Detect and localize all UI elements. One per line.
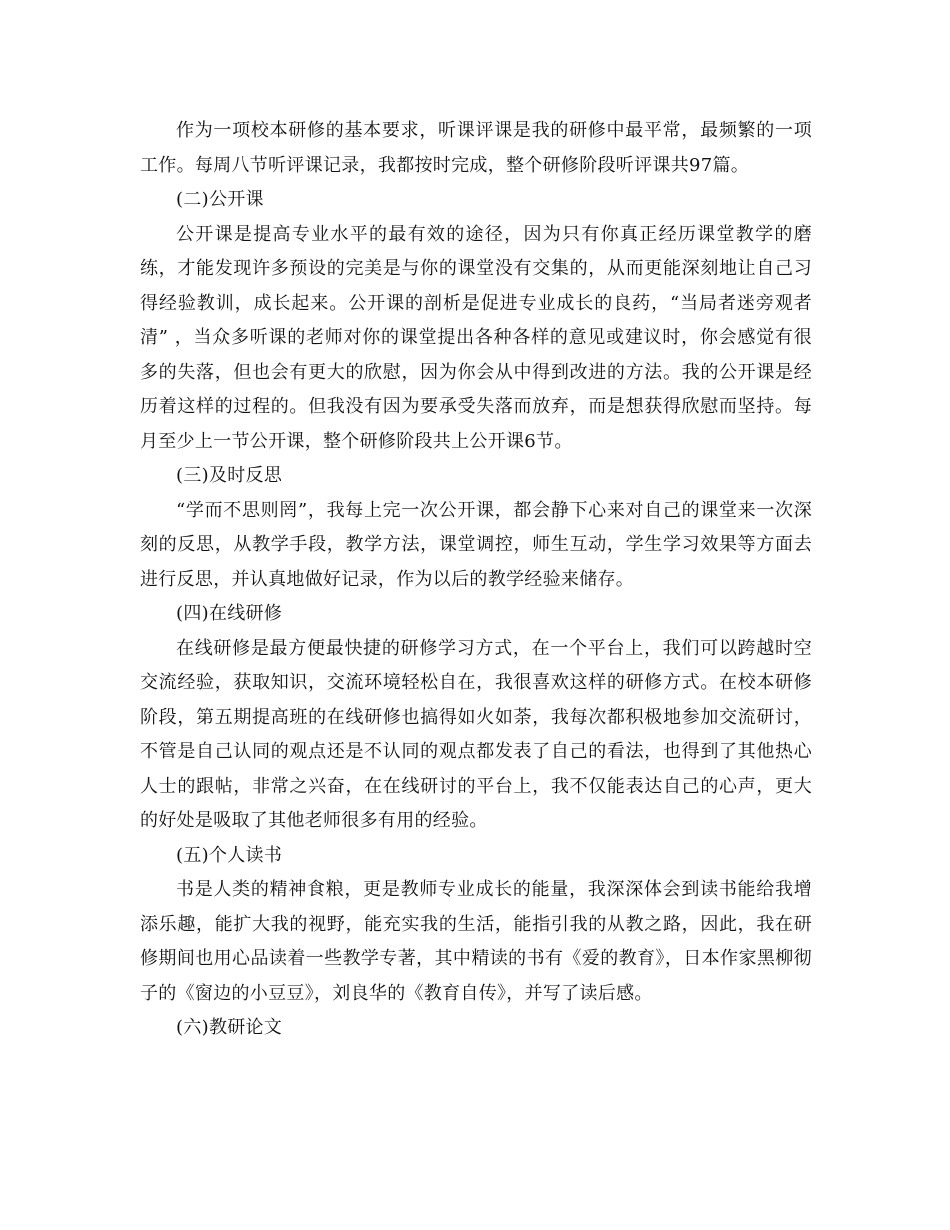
paragraph-reflection: “学而不思则罔”，我每上完一次公开课，都会静下心来对自己的课堂来一次深刻的反思，从教学手段，教学方法，课堂调控，师生互动，学生学习效果等方面去进行反思，并认真地做好记录，作为以后的教学经验来储存。 [140,499,812,590]
paragraph-online-training: 在线研修是最方便最快捷的研修学习方式，在一个平台上，我们可以跨越时空交流经验，获取知识，交流环境轻松自在，我很喜欢这样的研修方式。在校本研修阶段，第五期提高班的在线研修也搞得如火如荼，我每次都积极地参加交流研讨，不管是自己认同的观点还是不认同的观点都发表了自己的看法，也得到了其他热心人士的跟帖，非常之兴奋，在在线研讨的平台上，我不仅能表达自己的心声，更大的好处是吸取了其他老师很多有用的经验。 [140,637,812,831]
section-heading-research-papers: (六)教研论文 [176,1017,283,1038]
paragraph-lesson-observation: 作为一项校本研修的基本要求，听课评课是我的研修中最平常，最频繁的一项工作。每周八节听评课记录，我都按时完成，整个研修阶段听评课共97篇。 [140,120,812,176]
section-heading-open-class: (二)公开课 [176,189,264,210]
document-body [140,114,812,1046]
section-heading-online-training: (四)在线研修 [176,603,283,624]
paragraph-open-class: 公开课是提高专业水平的最有效的途径，因为只有你真正经历课堂教学的磨练，才能发现许多预设的完美是与你的课堂没有交集的，从而更能深刻地让自己习得经验教训，成长起来。公开课的剖析是促进专业成长的良药，“当局者迷旁观者清” ，当众多听课的老师对你的课堂提出各种各样的意见或建议时，你会感觉有很多的失落，但也会有更大的欣慰，因为你会从中得到改进的方法。我的公开课是经历着这样的过程的。但我没有因为要承受失落而放弃，而是想获得欣慰而坚持。每月至少上一节公开课，整个研修阶段共上公开课6节。 [140,223,812,452]
section-heading-personal-reading: (五)个人读书 [176,844,283,866]
paragraph-personal-reading: 书是人类的精神食粮，更是教师专业成长的能量，我深深体会到读书能给我增添乐趣，能扩大我的视野，能充实我的生活，能指引我的从教之路，因此，我在研修期间也用心品读着一些教学专著，其中精读的书有《爱的教育》，日本作家黑柳彻子的《窗边的小豆豆》，刘良华的《教育自传》，并写了读后感。 [140,879,812,1004]
section-heading-reflection: (三)及时反思 [176,465,283,486]
